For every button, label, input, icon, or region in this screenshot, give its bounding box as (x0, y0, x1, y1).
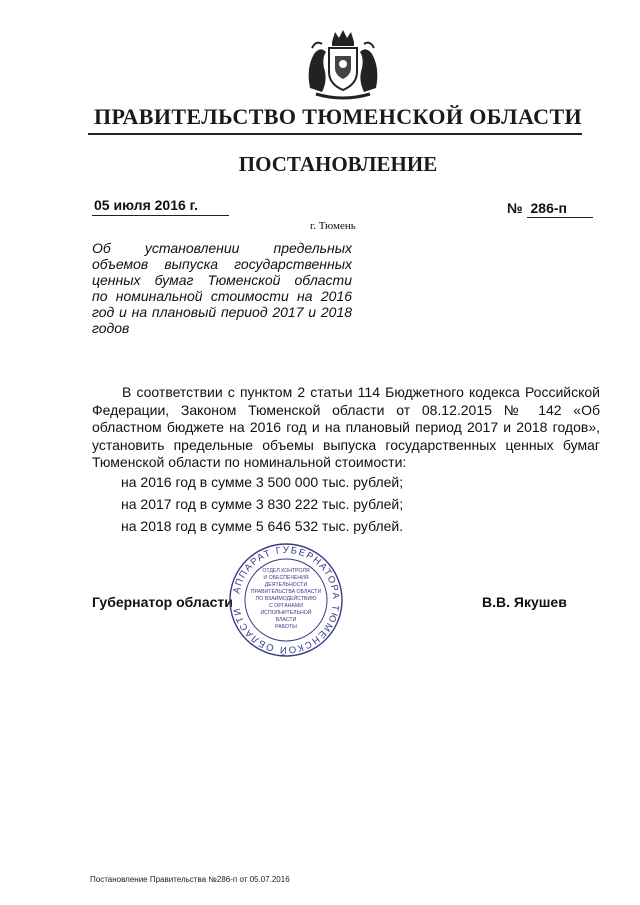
subject-line: Об установлении предельных (92, 240, 352, 256)
number-label: № (507, 200, 523, 216)
government-title: ПРАВИТЕЛЬСТВО ТЮМЕНСКОЙ ОБЛАСТИ (93, 104, 583, 129)
document-number (507, 200, 567, 216)
coat-of-arms-emblem (302, 28, 384, 104)
date-underline (92, 215, 229, 216)
stamp-inner-line: И ОБЕСПЕЧЕНИЯ (263, 575, 309, 581)
stamp-inner-line: ВЛАСТИ (275, 617, 297, 623)
subject-line: год и на плановый период 2017 и 2018 (92, 304, 352, 320)
stamp-outer-text: АППАРАТ ГУБЕРНАТОРА ТЮМЕНСКОЙ ОБЛАСТИ (231, 544, 342, 656)
body-paragraph: В соответствии с пунктом 2 статьи 114 Бюджетного кодекса Российской Федерации, Законом Тюменской области от 08.12.2015 № 142 «Об областном бюджете на 2016 год и на плановый период 2017 и 2018 годов», установить предельные объемы выпуска государственных ценных бумаг Тюменской области по номинальной стоимости: (92, 384, 600, 470)
stamp-inner-line: ПРАВИТЕЛЬСТВА ОБЛАСТИ (250, 589, 322, 595)
document-date: 05 июля 2016 г. (94, 197, 198, 213)
official-stamp (228, 542, 344, 658)
list-item: на 2018 год в сумме 5 646 532 тыс. рублей. (121, 518, 404, 534)
list-item: на 2016 год в сумме 3 500 000 тыс. рублей; (121, 474, 404, 490)
stamp-inner-line: ДЕЯТЕЛЬНОСТИ (264, 582, 308, 588)
document-type: ПОСТАНОВЛЕНИЕ (238, 152, 438, 176)
stamp-inner-line: ОТДЕЛ КОНТРОЛЯ (262, 568, 310, 574)
subject-line: по номинальной стоимости на 2016 (92, 288, 352, 304)
signatory-position: Губернатор области (92, 594, 233, 610)
page-footer: Постановление Правительства №286-п от 05.07.2016 (90, 875, 290, 884)
stamp-inner-line: С ОРГАНАМИ (269, 603, 303, 609)
subject-line: годов (92, 320, 130, 336)
subject-line: ценных бумаг Тюменской области (92, 272, 352, 288)
number-underline (527, 217, 593, 218)
stamp-inner-line: ПО ВЗАИМОДЕЙСТВИЮ (255, 596, 317, 602)
subject-line: объемов выпуска государственных (92, 256, 352, 272)
signatory-name: В.В. Якушев (482, 594, 567, 610)
stamp-inner-line: РАБОТЫ (275, 624, 297, 630)
number-value: 286-п (530, 200, 567, 216)
stamp-inner-line: ИСПОЛНИТЕЛЬНОЙ (260, 610, 312, 616)
title-divider (88, 133, 582, 135)
document-city: г. Тюмень (310, 220, 356, 232)
document-subject (92, 240, 352, 336)
list-item: на 2017 год в сумме 3 830 222 тыс. рублей; (121, 496, 404, 512)
